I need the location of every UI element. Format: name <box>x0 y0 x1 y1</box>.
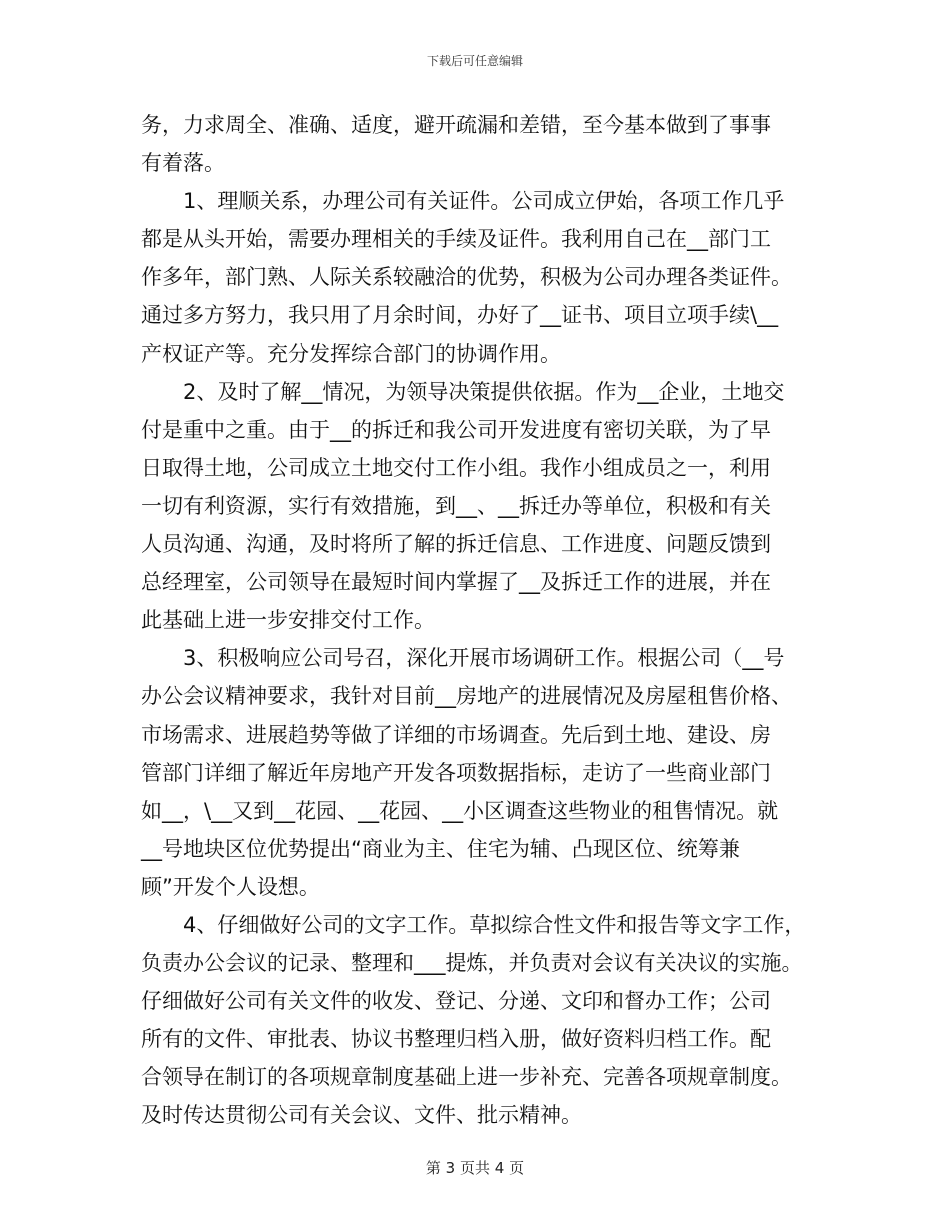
text-line: 一切有利资源，实行有效措施，到__、__拆迁办等单位，积极和有关 <box>141 493 771 518</box>
text-line: 此基础上进一步安排交付工作。 <box>141 608 435 633</box>
text-line: 负责办公会议的记录、整理和___提炼，并负责对会议有关决议的实施。 <box>141 951 803 976</box>
text-line: 付是重中之重。由于__的拆迁和我公司开发进度有密切关联，为了早 <box>141 417 771 442</box>
page-header: 下载后可任意编辑 <box>426 54 523 68</box>
text-line: 办公会议精神要求，我针对目前__房地产的进展情况及房屋租售价格、 <box>141 684 792 709</box>
text-line: 作多年，部门熟、人际关系较融洽的优势，积极为公司办理各类证件。 <box>141 265 792 290</box>
text-line: 市场需求、进展趋势等做了详细的市场调查。先后到土地、建设、房 <box>141 722 771 747</box>
text-line: __号地块区位优势提出“商业为主、住宅为辅、凸现区位、统筹兼 <box>141 836 740 861</box>
text-line: 合领导在制订的各项规章制度基础上进一步补充、完善各项规章制度。 <box>141 1065 792 1090</box>
text-line: 有着落。 <box>141 151 225 176</box>
text-line: 管部门详细了解近年房地产开发各项数据指标，走访了一些商业部门 <box>141 760 771 785</box>
text-line: 如__，\__又到__花园、__花园、__小区调查这些物业的租售情况。就 <box>141 798 779 823</box>
text-line: 顾”开发个人设想。 <box>141 874 320 899</box>
paragraph-3-start: 3、积极响应公司号召，深化开展市场调研工作。根据公司（__号 <box>183 646 785 671</box>
text-line: 产权证产等。充分发挥综合部门的协调作用。 <box>141 341 561 366</box>
page-footer: 第 3 页共 4 页 <box>425 1159 525 1177</box>
paragraph-4-start: 4、仔细做好公司的文字工作。草拟综合性文件和报告等文字工作， <box>183 912 806 937</box>
text-line: 仔细做好公司有关文件的收发、登记、分递、文印和督办工作；公司 <box>141 989 771 1014</box>
text-line: 务，力求周全、准确、适度，避开疏漏和差错，至今基本做到了事事 <box>141 113 771 137</box>
text-line: 都是从头开始，需要办理相关的手续及证件。我利用自己在__部门工 <box>141 227 771 252</box>
text-line: 总经理室，公司领导在最短时间内掌握了__及拆迁工作的进展，并在 <box>141 570 771 595</box>
text-line: 所有的文件、审批表、协议书整理归档入册，做好资料归档工作。配 <box>141 1027 771 1052</box>
document-body <box>141 106 821 1135</box>
text-line: 及时传达贯彻公司有关会议、文件、批示精神。 <box>141 1103 582 1128</box>
text-line: 日取得土地，公司成立土地交付工作小组。我作小组成员之一，利用 <box>141 455 771 480</box>
paragraph-1-start: 1、理顺关系，办理公司有关证件。公司成立伊始，各项工作几乎 <box>183 189 785 214</box>
text-line: 人员沟通、沟通，及时将所了解的拆迁信息、工作进度、问题反馈到 <box>141 532 771 557</box>
text-line: 通过多方努力，我只用了月余时间，办好了__证书、项目立项手续\__ <box>141 303 779 328</box>
paragraph-2-start: 2、及时了解__情况，为领导决策提供依据。作为__企业，土地交 <box>183 379 785 404</box>
